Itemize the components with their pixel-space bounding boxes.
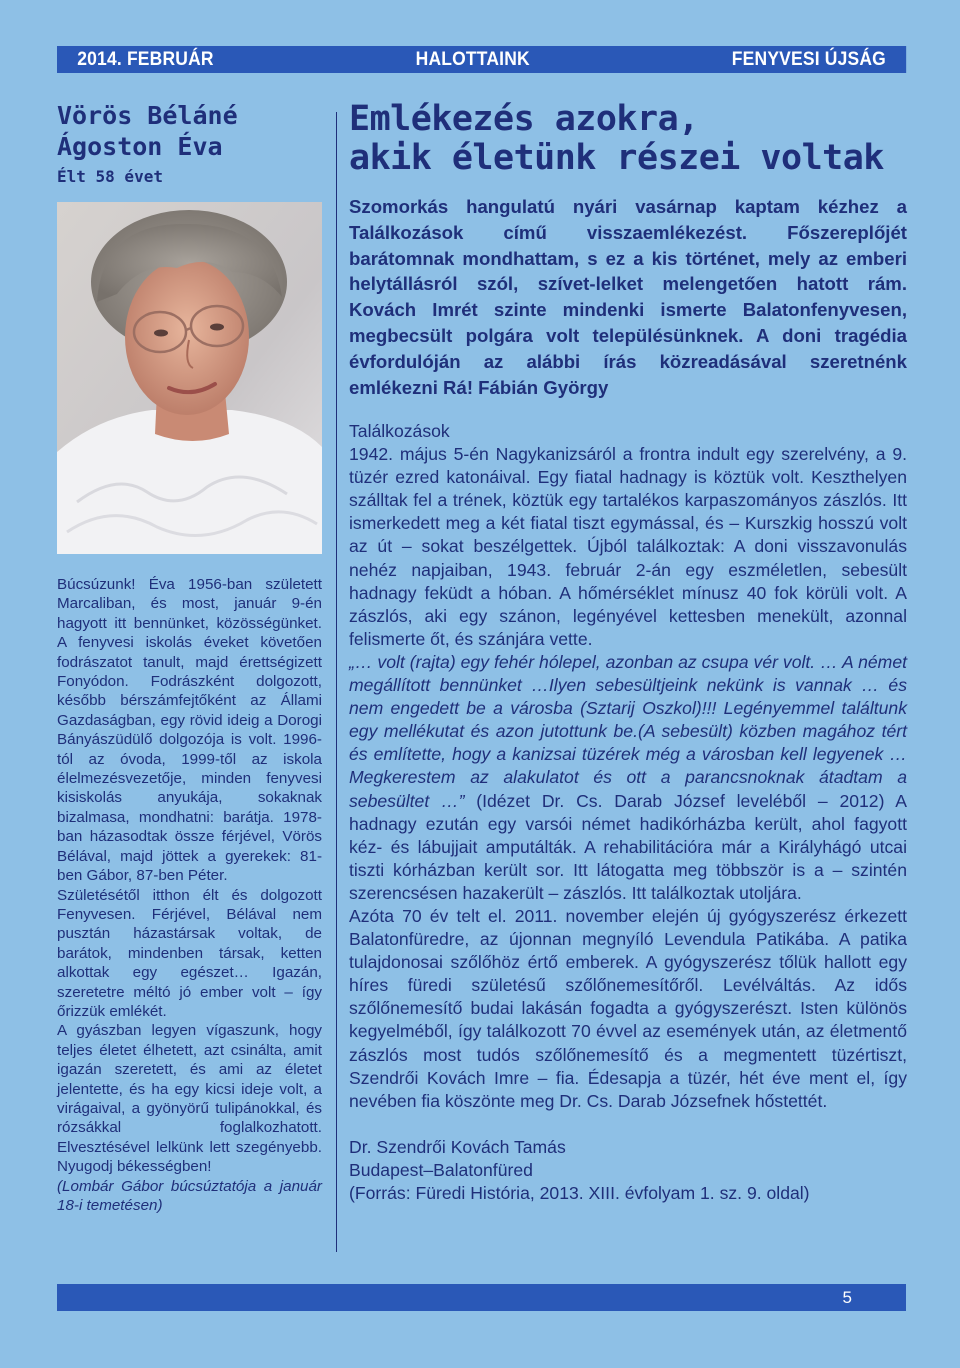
article-place: Budapest–Balatonfüred [349, 1159, 533, 1180]
page-number: 5 [842, 1288, 852, 1307]
obituary-paragraph: Búcsúzunk! Éva 1956-ban született Marcaliban, és most, január 9-én hagyott itt bennünket, közösségünket. A fenyvesi iskolás éveket követően fodrászatot tanult, majd érettségizett Fonyódon. Fodrászként dolgozott, később bérszámfejtőként az Állami Gazdaságban, egy rövid ideig a Dorogi Bányászüdülő dolgozója is volt. 1996-tól az óvoda, 1999-től az iskola élelmezésvezetője, minden fenyvesi kisiskolás anyukája, sokaknak bizalmasa, mondhatni: barátja. 1978-ban házasodtak össze férjével, Vörös Bélával, majd jöttek a gyerekek: 81-ben Gábor, 87-ben Péter. [57, 576, 322, 885]
article-paragraph-quote [349, 651, 907, 905]
portrait-photo [57, 202, 322, 554]
obituary-name-line1: Vörös Béláné [57, 101, 238, 130]
obituary-paragraph: A gyászban legyen vígaszunk, hogy teljes életet élhetett, azt csinálta, amit igazán szeretett, és ami az életet jelentette, és ha egy kicsi ideje volt, a virágaival, a gyönyörű tulipánokkal, és rózsákkal foglalkozhatott. Elvesztésével lelkünk lett szegényebb. Nyugodj békességben! [57, 1022, 322, 1176]
obituary-paragraph: Születésétől itthon élt és dolgozott Fenyvesen. Férjével, Bélával nem pusztán házastársak voltak, de barátok, mindenben társak, ketten alkottak egy egészet… Igazán, szeretetre méltó jó ember volt – így őrizzük emlékét. [57, 886, 322, 1020]
letter-quote: „… volt (rajta) egy fehér hólepel, azonban az csupa vér volt. … A német megállított bennünket …Ilyen sebesültjeink nekünk is vannak … és nem engedett be a városba (Sztarij Oszkol)!!! Legényemmel találtunk egy mellékutat és azon jutottunk be.(A sebesült) közben magához tért és említette, hogy a kanizsai tüzérek még a városban kell legyenek …Megkerestem az alakulatot és ott a parancsnoknak átadtam a sebesültet …” [349, 651, 907, 811]
obituary-text [57, 575, 322, 1215]
column-divider [336, 112, 337, 1252]
article-title [349, 100, 909, 178]
section-title: HALOTTAINK [415, 49, 530, 70]
quote-continuation: (Idézet Dr. Cs. Darab József leveléből – 2012) A hadnagy ezután egy varsói német hadikórházba került, ahol fagyott kéz- és lábujjait amputálták. A rehabilitációra már a Királyhágó utcai tiszti kórházban került sor. Itt látogatta meg többször is a – szintén szerencsésen hazakerült – zászlós. Itt találkoztak utoljára. [349, 790, 907, 903]
header-bar [57, 46, 906, 73]
obituary-name [57, 100, 327, 162]
article-title-line1: Emlékezés azokra, [349, 99, 699, 139]
obituary-name-line2: Ágoston Éva [57, 132, 223, 161]
article-subtitle: Találkozások [349, 421, 450, 441]
portrait-illustration [57, 202, 322, 554]
obituary-age: Élt 58 évet [57, 167, 163, 186]
newspaper-name: FENYVESI ÚJSÁG [731, 49, 886, 70]
article-body [349, 420, 907, 1205]
issue-date: 2014. FEBRUÁR [77, 49, 214, 70]
footer-bar [57, 1284, 906, 1311]
article-source: (Forrás: Füredi História, 2013. XIII. évfolyam 1. sz. 9. oldal) [349, 1183, 810, 1203]
obituary-source: (Lombár Gábor búcsúztatója a január 18-i temetésen) [57, 1177, 322, 1214]
article-author: Dr. Szendrői Kovách Tamás [349, 1136, 566, 1157]
article-paragraph: Azóta 70 év telt el. 2011. november elején új gyógyszerész érkezett Balatonfüredre, az újonnan megnyíló Levendula Patikába. A patika tulajdonosai szőlőhöz értő emberek. A gyógyszerész tőlük hallott egy híres füredi születésű szőlőnemesítőről. Levélváltás. Az idős szőlőnemesítő budai lakásán fogadta a gyógyszerészt. Isten különös kegyelméből, így találkozott 70 évvel az események után, az életmentő zászlós most tudós szőlőnemesítő és a megmentett tüzértiszt, Szendrői Kovách Imre – fia. Édesapja a tüzér, hét éve ment el, így nevében fia köszönte meg Dr. Cs. Darab Józsefnek hőstettét. [349, 905, 907, 1111]
article-paragraph: 1942. május 5-én Nagykanizsáról a frontra indult egy szerelvény, a 9. tüzér ezred katonáival. Egy fiatal hadnagy is köztük volt. Keszthelyen szálltak fel a trének, köztük egy tartalékos karpaszományos zászlós. Itt ismerkedett meg a két fiatal tiszt egymással, és – Kurszkig hosszú volt az út – sokat beszélgettek. Újból találkoztak: A doni visszavonulás nehéz napjaiban, 1943. február 2-án egy eszméletlen, sebesült hadnagy feküdt a hóban. A hőmérséklet mínusz 40 fok körüli volt. A zászlós, aki egy szánon, legényével kettesben menekült, azonnal felismerte őt, és szánjára vette. [349, 444, 907, 649]
article-intro: Szomorkás hangulatú nyári vasárnap kaptam kézhez a Találkozások című visszaemlékezést. Főszereplőjét barátomnak mondhattam, s ez a kis történet, mely az emberi helytállásról szól, szívet-lelket melengetően hatott rám. Kovách Imrét szinte mindenki ismerte Balatonfenyvesen, megbecsült polgára volt településünknek. A doni tragédia évfordulóján az alábbi írás közreadásával szeretnénk emlékezni Rá! Fábián György [349, 196, 907, 398]
spacer [349, 1113, 907, 1136]
article-title-line2: akik életünk részei voltak [349, 138, 884, 178]
